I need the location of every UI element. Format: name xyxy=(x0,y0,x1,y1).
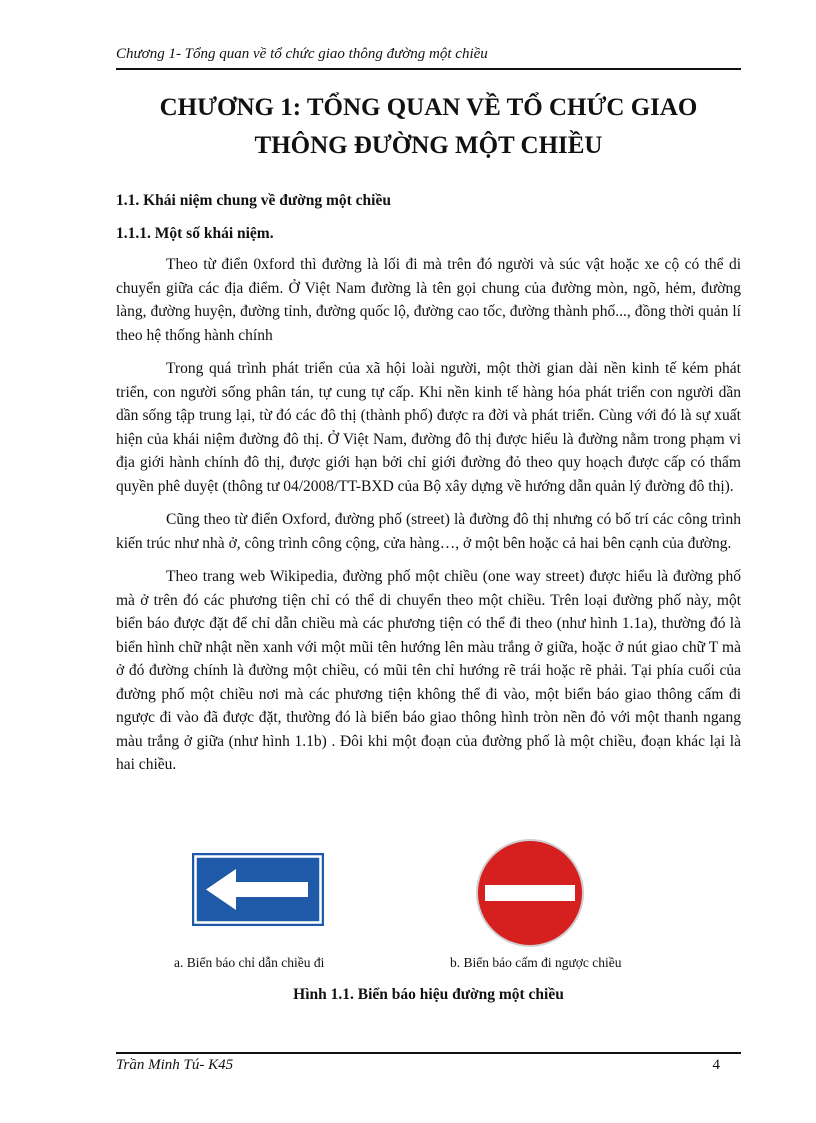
subsection-heading: 1.1.1. Một số khái niệm. xyxy=(116,225,274,242)
section-heading: 1.1. Khái niệm chung về đường một chiều xyxy=(116,192,391,209)
footer-author: Trần Minh Tú- K45 xyxy=(116,1057,234,1073)
body-text xyxy=(116,253,741,787)
chapter-title-line-1: CHƯƠNG 1: TỔNG QUAN VỀ TỔ CHỨC GIAO xyxy=(159,94,698,121)
footer-divider xyxy=(116,1052,741,1054)
chapter-title-line-2: THÔNG ĐƯỜNG MỘT CHIỀU xyxy=(254,132,603,159)
paragraph-3: Cũng theo từ điển Oxford, đường phố (street) là đường đô thị nhưng có bố trí các công trình kiến trúc như nhà ở, công trình công cộng, cửa hàng…, ở một bên hoặc cả hai bên cạnh của đường. xyxy=(116,511,741,552)
paragraph-1: Theo từ điển 0xford thì đường là lối đi mà trên đó người và súc vật hoặc xe cộ có thể di chuyển giữa các địa điểm. Ở Việt Nam đường là tên gọi chung của đường mòn, ngõ, hẻm, đường làng, đường huyện, đường tỉnh, đường quốc lộ, đường cao tốc, đường thành phố..., đồng thời quản lí theo hệ thống hành chính xyxy=(116,256,741,344)
no-entry-sign-icon xyxy=(475,838,585,948)
figure-caption-b: b. Biển báo cấm đi ngược chiều xyxy=(450,955,622,970)
paragraph-4: Theo trang web Wikipedia, đường phố một chiều (one way street) được hiểu là đường phố mà ở trên đó các phương tiện chỉ có thể di chuyển theo một chiều. Trên loại đường phố này, một biển báo được đặt để chỉ dẫn chiều mà các phương tiện có thể đi theo (như hình 1.1a), thường đó là biển hình chữ nhật nền xanh với một mũi tên hướng lên màu trắng ở giữa, hoặc ở nút giao chữ T mà ở đó đường chính là đường một chiều, có mũi tên chỉ hướng rẽ trái hoặc rẽ phải. Tại phía cuối của đường phố một chiều nơi mà các phương tiện không thể đi vào, một biển báo giao thông cấm đi ngược đi vào đã được đặt, thường đó là biển báo giao thông hình tròn nền đỏ với một thanh ngang màu trắng ở giữa (như hình 1.1b) . Đôi khi một đoạn của đường phố là một chiều, đoạn khác lại là hai chiều. xyxy=(116,568,741,773)
header-divider xyxy=(116,68,741,70)
figure-title: Hình 1.1. Biển báo hiệu đường một chiều xyxy=(293,986,564,1003)
running-header: Chương 1- Tổng quan về tổ chức giao thông đường một chiều xyxy=(116,46,488,62)
figure-caption-a: a. Biển báo chỉ dẫn chiều đi xyxy=(174,955,325,970)
chapter-title xyxy=(116,89,741,165)
one-way-direction-sign-icon xyxy=(192,853,324,926)
figure-1-1 xyxy=(116,838,741,988)
paragraph-2: Trong quá trình phát triển của xã hội loài người, một thời gian dài nền kinh tế kém phát triển, con người sống phân tán, tự cung tự cấp. Khi nền kinh tế hàng hóa phát triển con người dần dần sống tập trung lại, từ đó các đô thị (thành phố) được ra đời và phát triển. Cùng với đó là sự xuất hiện của khái niệm đường đô thị. Ở Việt Nam, đường đô thị được hiểu là đường nằm trong phạm vi địa giới hành chính đô thị, được giới hạn bởi chỉ giới đường đỏ theo quy hoạch được cấp có thẩm quyền phê duyệt (thông tư 04/2008/TT-BXD của Bộ xây dựng về hướng dẫn quản lý đường đô thị). xyxy=(116,360,741,495)
page-number: 4 xyxy=(712,1057,720,1073)
